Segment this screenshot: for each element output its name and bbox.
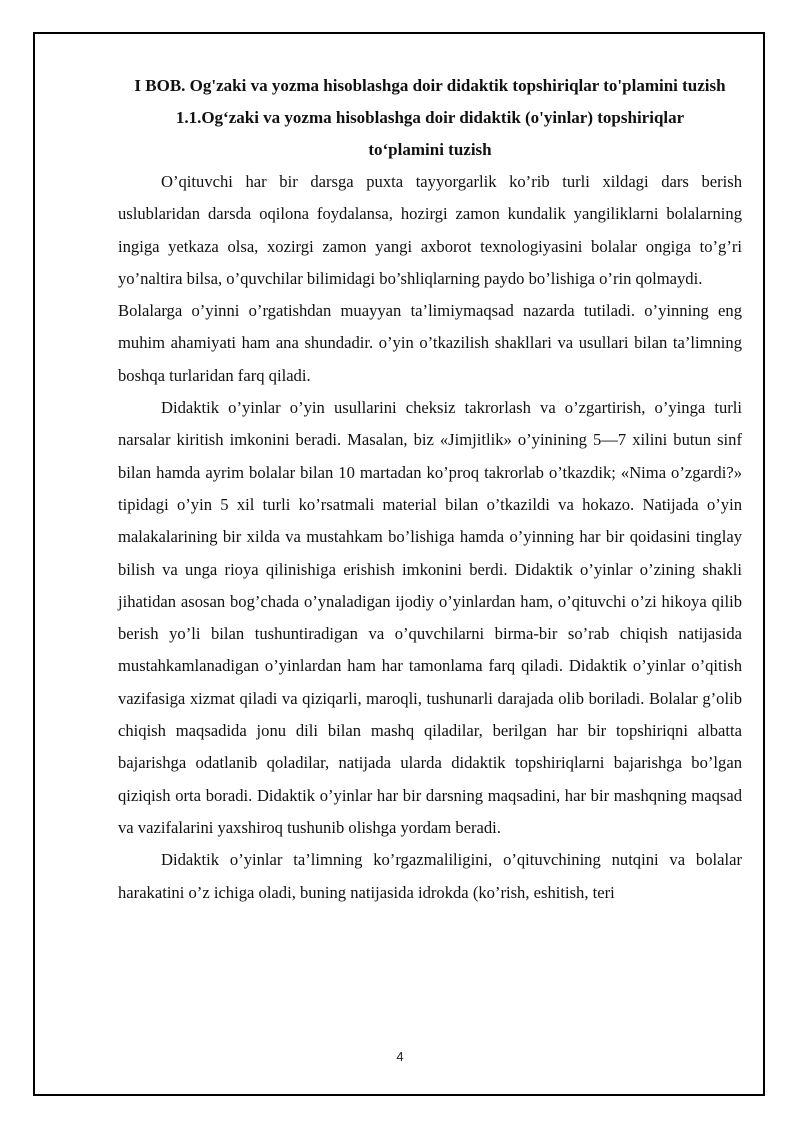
paragraph-1: O’qituvchi har bir darsga puxta tayyorgarlik ko’rib turli xildagi dars berish uslublaridan darsda oqilona foydalansa, hozirgi zamon kundalik yangiliklarni bolalarning ingiga yetkaza olsa, xozirgi zamon yangi axborot texnologiyasini bolalar ongiga to’g’ri yo’naltira bilsa, o’quvchilar bilimidagi bo’shliqlarning paydo bo’lishiga o’rin qolmaydi. [118, 172, 742, 288]
page-number: 4 [396, 1049, 404, 1064]
chapter-heading: I BOB. Og'zaki va yozma hisoblashga doir didaktik topshiriqlar to'plamini tuzish [134, 76, 726, 95]
paragraph-2: Bolalarga o’yinni o’rgatishdan muayyan ta’limiymaqsad nazarda tutiladi. o’yinning eng muhim ahamiyati ham ana shundadir. o’yin o’tkazilish shakllari va usullari bilan ta’limning boshqa turlaridan farq qiladi. [118, 301, 742, 385]
paragraph-3: Didaktik o’yinlar o’yin usullarini cheksiz takrorlash va o’zgartirish, o’yinga turli narsalar kiritish imkonini beradi. Masalan, biz «Jimjitlik» o’yinining 5—7 xilini butun sinf bilan hamda ayrim bolalar bilan 10 martadan ko’proq takrorlab o’tkazdik; «Nima o’zgardi?» tipidagi o’yin 5 xil turli ko’rsatmali material bilan o’tkazildi va hokazo. Natijada o’yin malakalarining bir xilda va mustahkam bo’lishiga hamda o’yinning har bir qoidasini tinglay bilish va unga rioya qilinishiga erishish imkonini berdi. Didaktik o’yinlar o’zining shakli jihatidan asosan bog’chada o’ynaladigan ijodiy o’yinlardan ham, o’qituvchi o’zi hikoya qilib berish yo’li bilan tushuntiradigan va o’quvchilarni birma-bir so’rab chiqish natijasida mustahkamlanadigan o’yinlardan ham har tamonlama farq qiladi. Didaktik o’yinlar o’qitish vazifasiga xizmat qiladi va qiziqarli, maroqli, tushunarli darajada olib boriladi. Bolalar g’olib chiqish maqsadida jonu dili bilan mashq qiladilar, berilgan har bir topshiriqni albatta bajarishga odatlanib qoladilar, natijada ularda didaktik topshiriqlarni bajarishga bo’lgan qiziqish orta boradi. Didaktik o’yinlar har bir darsning maqsadini, har bir mashqning maqsad va vazifalarini yaxshiroq tushunib olishga yordam beradi. [118, 398, 742, 837]
paragraph-4: Didaktik o’yinlar ta’limning ko’rgazmaliligini, o’qituvchining nutqini va bolalar harakatini o’z ichiga oladi, buning natijasida idrokda (ko’rish, eshitish, teri [118, 850, 742, 902]
document-body [118, 70, 742, 909]
section-heading: 1.1.Og‘zaki va yozma hisoblashga doir didaktik (o'yinlar) topshiriqlar to‘plamini tuzish [175, 108, 685, 159]
